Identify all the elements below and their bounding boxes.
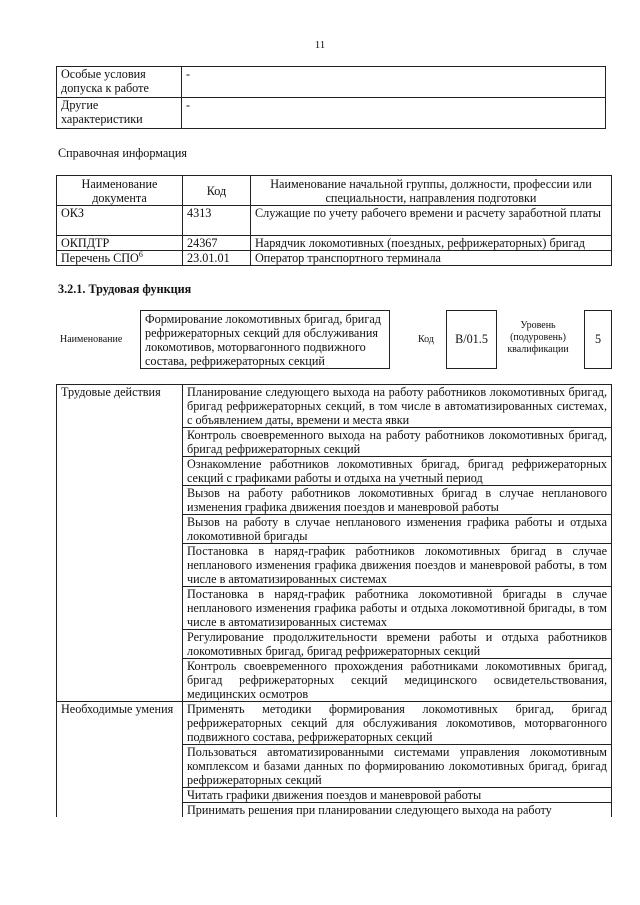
condition-label: Особые условия допуска к работе xyxy=(57,67,182,98)
reference-title: Справочная информация xyxy=(58,146,187,160)
labor-actions-label: Трудовые действия xyxy=(57,385,183,702)
skills-label: Необходимые умения xyxy=(57,702,183,818)
cell-code: 23.01.01 xyxy=(183,251,251,266)
function-heading: 3.2.1. Трудовая функция xyxy=(58,282,192,296)
cell-doc xyxy=(57,251,183,266)
skill-item: Читать графики движения поездов и маневровой работы xyxy=(183,788,612,803)
cell-code: 4313 xyxy=(183,206,251,236)
table-row xyxy=(57,206,612,236)
skill-item: Принимать решения при планировании следующего выхода на работу xyxy=(183,803,612,818)
condition-value: - xyxy=(182,67,606,98)
cell-code: 24367 xyxy=(183,236,251,251)
header-code: Код xyxy=(183,176,251,206)
doc-text: Перечень СПО xyxy=(61,251,139,265)
cell-doc: ОКЗ xyxy=(57,206,183,236)
labor-action-item: Постановка в наряд-график работника локомотивной бригады в случае непланового изменения графика работы и отдыха локомотивной бригады, в том числе в автоматизированных системах xyxy=(183,587,612,630)
labor-action-item: Планирование следующего выхода на работу работников локомотивных бригад, бригад рефрижераторных секций, в том числе в автоматизированных системах, с объявлением даты, времени и места явки xyxy=(183,385,612,428)
labor-action-item: Постановка в наряд-график работников локомотивных бригад в случае непланового изменения графика движения поездов и маневровой работы, в том числе в автоматизированных системах xyxy=(183,544,612,587)
cell-name: Нарядчик локомотивных (поездных, рефрижераторных) бригад xyxy=(251,236,612,251)
function-code-box: B/01.5 xyxy=(446,310,497,369)
table-row xyxy=(57,236,612,251)
table-row xyxy=(57,251,612,266)
labor-action-item: Вызов на работу работников локомотивных бригад в случае непланового изменения графика движения поездов и маневровой работы xyxy=(183,486,612,515)
footnote-mark: 6 xyxy=(138,249,143,259)
name-label: Наименование xyxy=(60,334,123,345)
table-row xyxy=(57,98,606,129)
header-name: Наименование начальной группы, должности, профессии или специальности, направления подготовки xyxy=(251,176,612,206)
table-row xyxy=(57,702,612,745)
page-number: 11 xyxy=(314,39,326,51)
level-label: Уровень (подуровень) квалификации xyxy=(507,320,569,355)
skill-item: Пользоваться автоматизированными системами управления локомотивным комплексом и базами данных по формированию локомотивных бригад, бригад рефрижераторных секций xyxy=(183,745,612,788)
actions-skills-table xyxy=(56,384,612,817)
cell-name: Служащие по учету рабочего времени и расчету заработной платы xyxy=(251,206,612,236)
skill-item: Применять методики формирования локомотивных бригад, бригад рефрижераторных секций для обслуживания локомотивов, моторвагонного подвижного состава, рефрижераторных секций xyxy=(183,702,612,745)
level-box: 5 xyxy=(584,310,612,369)
header-doc: Наименование документа xyxy=(57,176,183,206)
labor-action-item: Вызов на работу в случае непланового изменения графика работы и отдыха локомотивной бригады xyxy=(183,515,612,544)
conditions-table xyxy=(56,66,606,129)
condition-value: - xyxy=(182,98,606,129)
table-row xyxy=(57,176,612,206)
labor-action-item: Контроль своевременного выхода на работу работников локомотивных бригад, бригад рефрижераторных секций xyxy=(183,428,612,457)
table-row xyxy=(57,67,606,98)
function-name-box: Формирование локомотивных бригад, бригад рефрижераторных секций для обслуживания локомотивов, моторвагонного подвижного состава, рефрижераторных секций xyxy=(140,310,390,369)
labor-action-item: Ознакомление работников локомотивных бригад, бригад рефрижераторных секций с графиками работы и отдыха на учетный период xyxy=(183,457,612,486)
reference-table xyxy=(56,175,612,266)
cell-name: Оператор транспортного терминала xyxy=(251,251,612,266)
condition-label: Другие характеристики xyxy=(57,98,182,129)
labor-action-item: Регулирование продолжительности времени работы и отдыха работников локомотивных бригад, бригад рефрижераторных секций xyxy=(183,630,612,659)
table-row xyxy=(57,385,612,428)
labor-action-item: Контроль своевременного прохождения работниками локомотивных бригад, бригад рефрижераторных секций медицинского освидетельствования, медицинских осмотров xyxy=(183,659,612,702)
code-label: Код xyxy=(418,334,434,345)
cell-doc: ОКПДТР xyxy=(57,236,183,251)
